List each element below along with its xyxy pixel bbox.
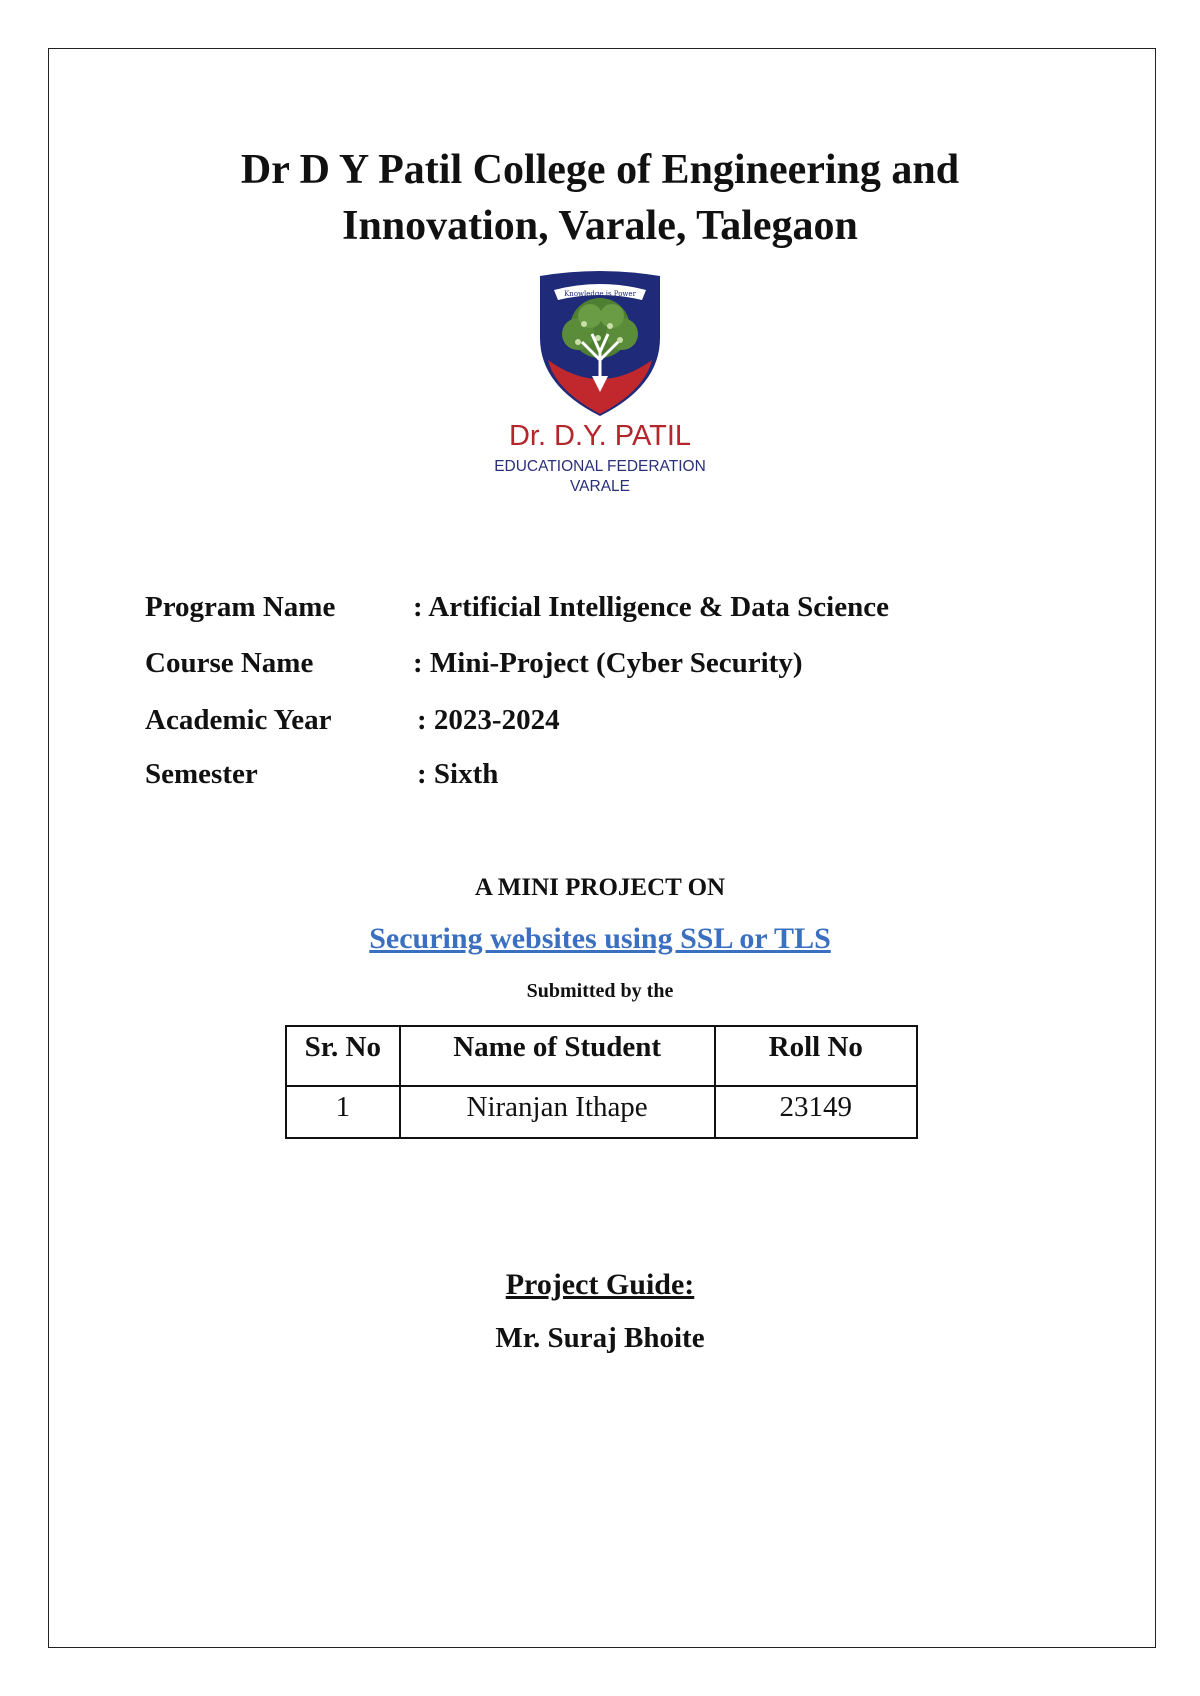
header-sr-no: Sr. No — [286, 1026, 400, 1086]
logo-motto: Knowledge is Power — [564, 290, 636, 298]
cell-student-name: Niranjan Ithape — [400, 1086, 715, 1138]
table-row — [286, 1086, 917, 1138]
mini-project-heading: A MINI PROJECT ON — [474, 874, 726, 901]
info-value: : Sixth — [417, 758, 499, 790]
students-table — [285, 1025, 918, 1139]
shield-emblem-icon — [470, 268, 730, 418]
college-title — [0, 142, 1200, 254]
info-label: Semester — [145, 758, 258, 790]
project-guide-name: Mr. Suraj Bhoite — [495, 1322, 705, 1354]
header-student-name: Name of Student — [400, 1026, 715, 1086]
cell-roll-no: 23149 — [715, 1086, 917, 1138]
info-value: : 2023-2024 — [417, 704, 560, 736]
info-value: : Artificial Intelligence & Data Science — [413, 591, 889, 623]
header-roll-no: Roll No — [715, 1026, 917, 1086]
info-label: Academic Year — [145, 704, 332, 736]
logo-subtitle-line2: VARALE — [569, 478, 631, 495]
logo-brand-text: Dr. D.Y. PATIL — [508, 420, 692, 452]
logo-subtitle-line1: EDUCATIONAL FEDERATION — [494, 458, 706, 475]
info-label: Course Name — [145, 647, 314, 679]
cell-sr-no: 1 — [286, 1086, 400, 1138]
submitted-by-label: Submitted by the — [526, 980, 674, 1002]
college-logo — [470, 268, 730, 498]
college-title-line1: Dr D Y Patil College of Engineering and — [240, 147, 960, 193]
info-label: Program Name — [145, 591, 336, 623]
project-title-link[interactable]: Securing websites using SSL or TLS — [369, 922, 831, 955]
project-guide-heading: Project Guide: — [505, 1268, 695, 1301]
table-header-row — [286, 1026, 917, 1086]
college-title-line2: Innovation, Varale, Talegaon — [342, 203, 858, 249]
info-value: : Mini-Project (Cyber Security) — [413, 647, 803, 679]
